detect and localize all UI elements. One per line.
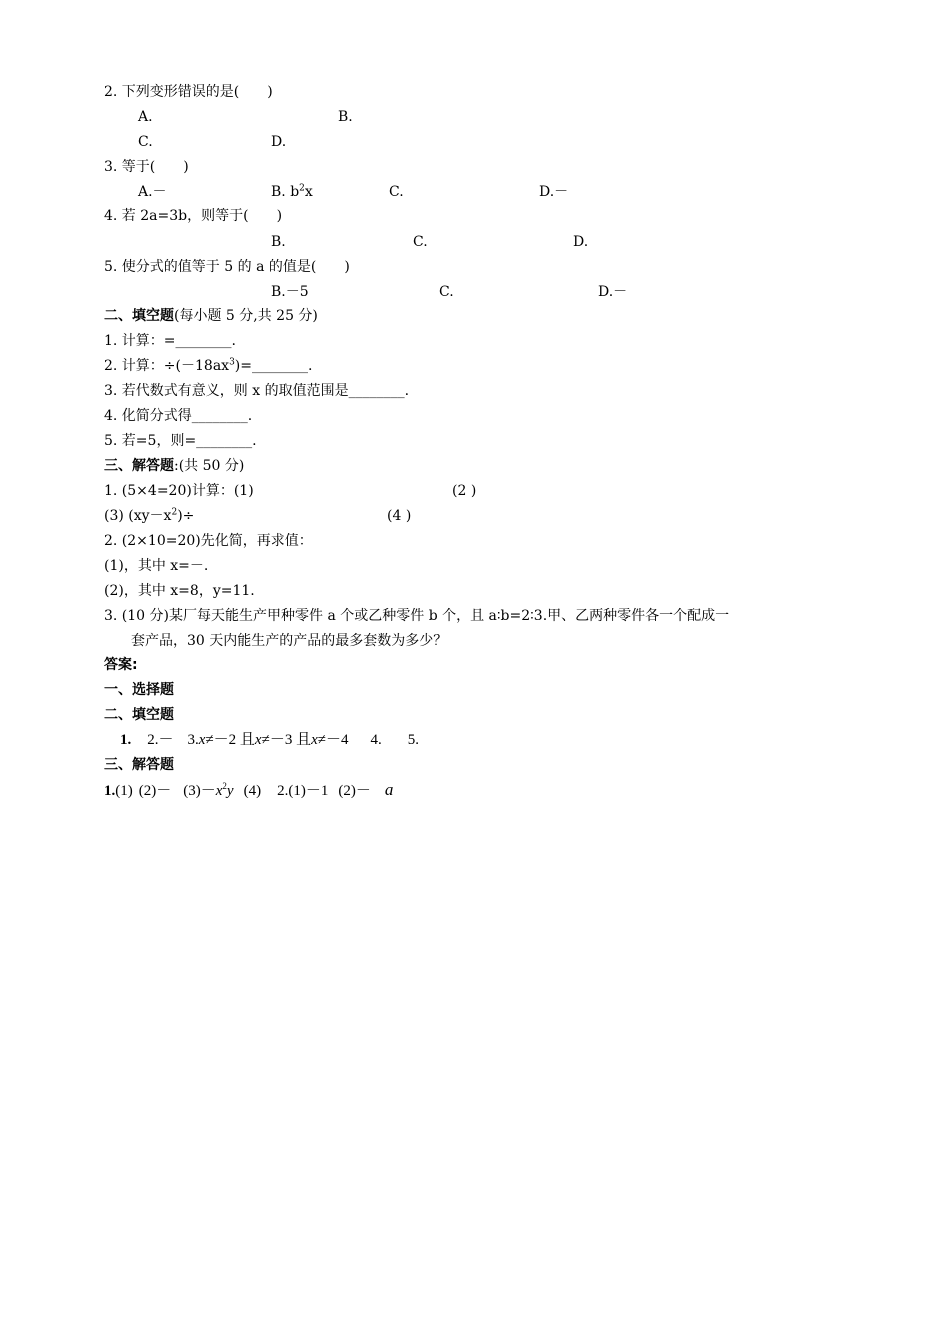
solve-q1-part4: (4 ) [387,508,412,524]
solve-q2-part1: (1)，其中 x=－. [104,558,209,574]
fill-q4: 4. 化简分式得________. [104,408,253,424]
answers-choice-heading: 一、选择题 [104,682,174,698]
answers-solve-heading: 三、解答题 [104,757,174,773]
solve-q2: 2. (2×10=20)先化简，再求值： [104,533,313,549]
fill-q3: 3. 若代数式有意义，则 x 的取值范围是________. [104,383,410,399]
q3-stem: 3. 等于( ) [104,159,189,175]
fill-q5: 5. 若=5，则=________. [104,433,257,449]
q4-option-b: B. [271,234,286,250]
q5-option-d: D.－ [598,284,628,300]
q5-option-b: B.－5 [271,284,309,300]
answers-fill-heading: 二、填空题 [104,707,174,723]
fill-q1: 1. 计算：=________. [104,333,236,349]
q2-option-c: C. [138,134,153,150]
solve-q1-part1: 1. (5×4=20)计算：(1) [104,483,254,499]
q4-option-c: C. [413,234,428,250]
answers-solve-line: 1.(1) $(2)- (3)-x^2y$ (4) 2.(1)－1 (2)－ a [104,780,394,799]
fill-section-heading: 二、填空题(每小题 5 分,共 25 分) [104,308,318,324]
q2-option-a: A. [138,109,153,125]
solve-q3-line2: 套产品，30 天内能生产的产品的最多套数为多少？ [131,633,448,649]
q3-option-a: A.－ [138,184,167,200]
q2-stem: 2. 下列变形错误的是( ) [104,84,273,100]
solve-q1-part2: (2 ) [452,483,477,499]
answers-fill-line: 1. 2.－ 3.x≠－2 且x≠－3 且x≠－4 4. 5. [120,732,419,748]
q3-option-b: B. $b^2x$ [271,183,313,200]
q2-option-b: B. [338,109,353,125]
q2-option-d: D. [271,134,287,150]
answers-heading: 答案: [104,657,138,673]
solve-q3-line1: 3. (10 分)某厂每天能生产甲种零件 a 个或乙种零件 b 个，且 a∶b=2∶3.甲、乙两种零件各一个配成一 [104,608,730,624]
solve-q2-part2: (2)，其中 x=8，y=11. [104,583,255,599]
q3-option-c: C. [389,184,404,200]
q3-option-d: D.－ [539,184,569,200]
solve-q1-part3: (3) $(xy-x^2)\div$ [104,507,195,524]
q4-stem: 4. 若 2a=3b，则等于( ) [104,208,283,224]
q5-option-c: C. [439,284,454,300]
q5-stem: 5. 使分式的值等于 5 的 a 的值是( ) [104,259,350,275]
fill-q2: 2. 计算：$\div(-18ax^3)=\_\_\_\_\_\_\_\_$. [104,357,313,374]
solve-section-heading: 三、解答题:(共 50 分) [104,458,245,474]
q4-option-d: D. [573,234,589,250]
